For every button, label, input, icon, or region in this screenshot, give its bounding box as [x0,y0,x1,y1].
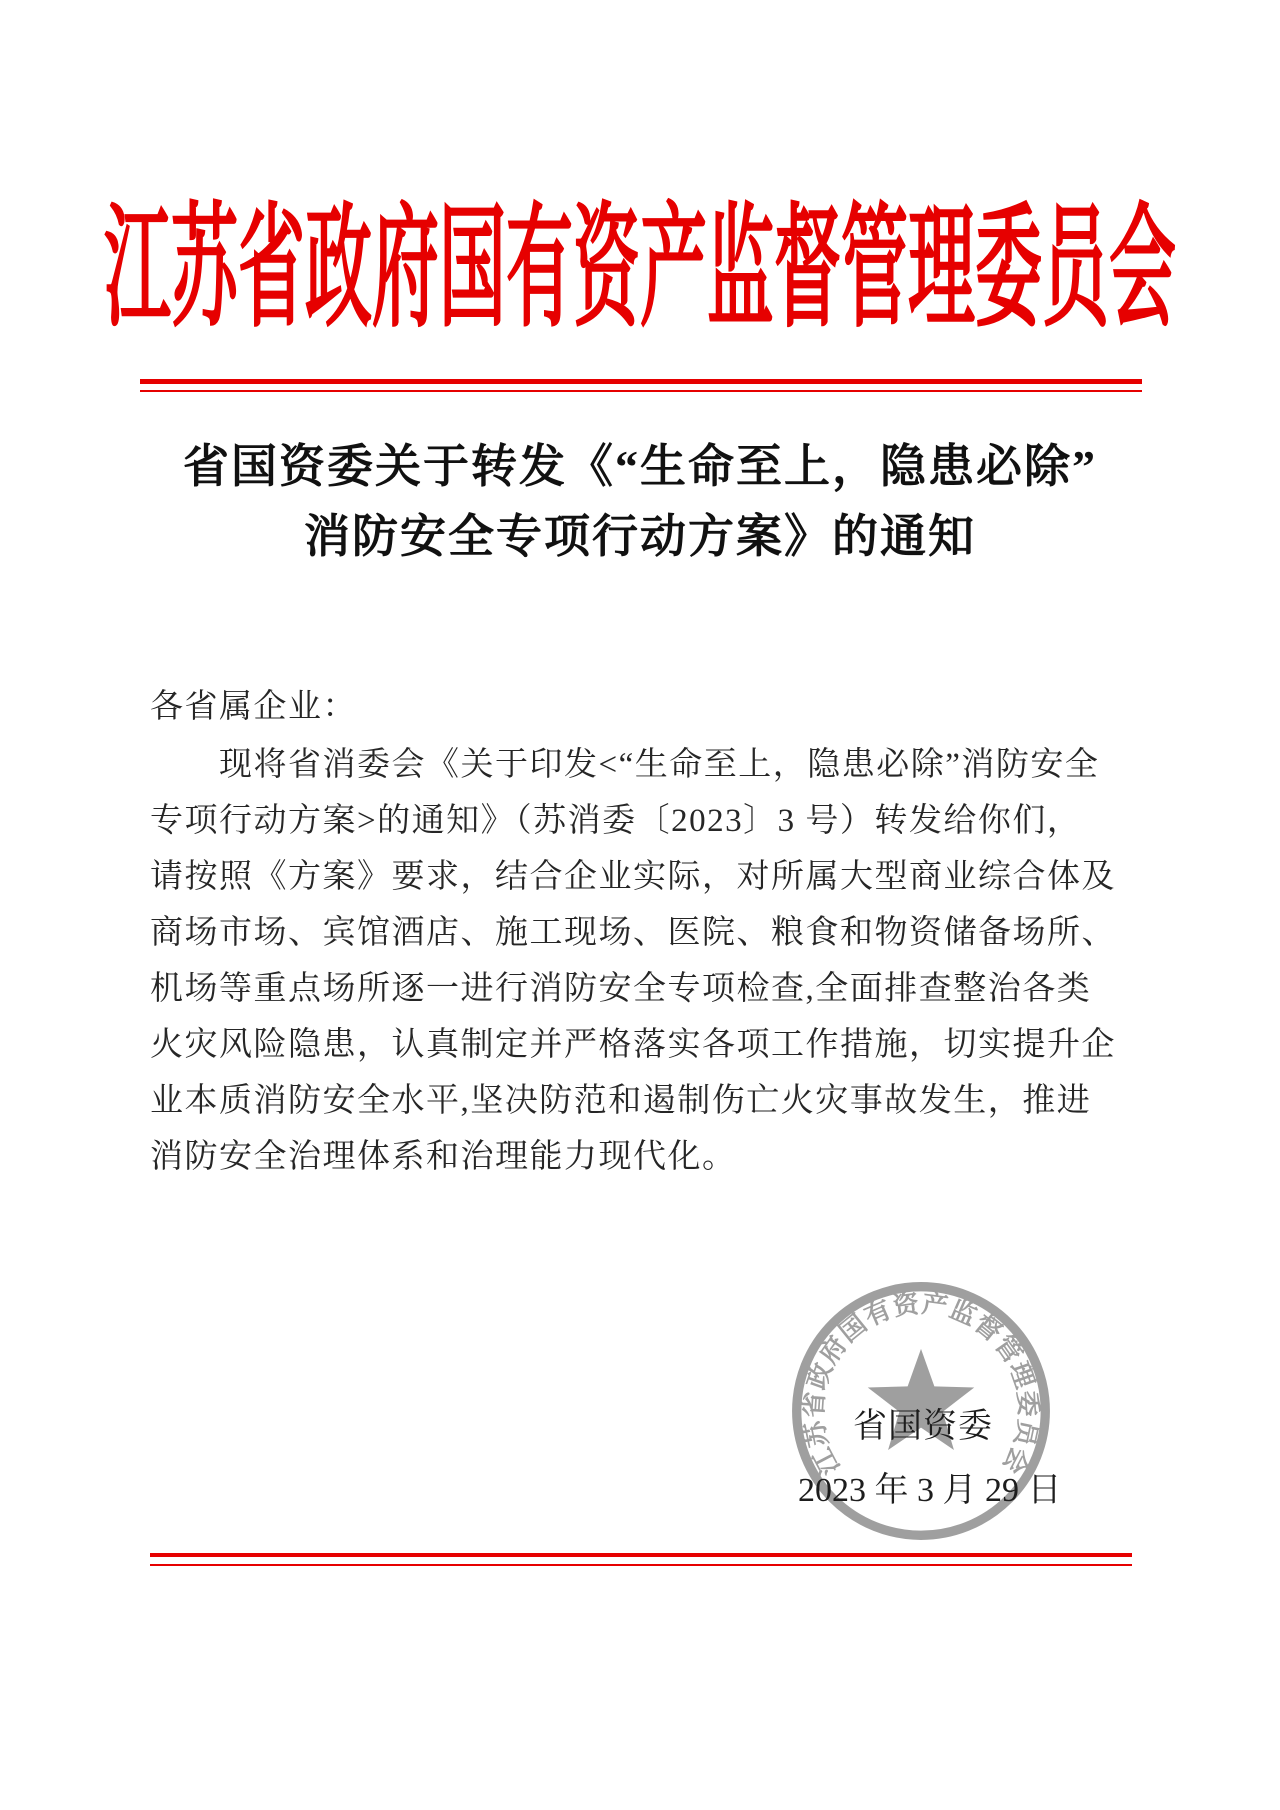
document-title-line2: 消防安全专项行动方案》的通知 [304,511,976,562]
paragraph-line: 机场等重点场所逐一进行消防安全专项检查,全面排查整治各类 [150,971,1092,1007]
document-title [0,432,1280,572]
signature-org: 省国资委 [853,1408,993,1445]
document-title-line1: 省国资委关于转发《“生命至上，隐患必除” [183,441,1097,492]
footer-rule-thin [150,1564,1132,1566]
paragraph-line: 火灾风险隐患，认真制定并严格落实各项工作措施，切实提升企 [150,1027,1116,1063]
paragraph-line: 消防安全治理体系和治理能力现代化。 [150,1139,737,1175]
header-rule-thin [140,390,1142,392]
body-paragraph [150,737,1116,1185]
signature-date: 2023 年 3 月 29 日 [798,1472,1062,1509]
paragraph-line: 请按照《方案》要求，结合企业实际，对所属大型商业综合体及 [150,859,1116,895]
paragraph-line: 业本质消防安全水平,坚决防范和遏制伤亡火灾事故发生，推进 [150,1083,1092,1119]
paragraph-line: 商场市场、宾馆酒店、施工现场、医院、粮食和物资储备场所、 [150,915,1116,951]
footer-rule-thick [150,1553,1132,1557]
seal-curved-text: 江苏省政府国有资产监督管理委员会 [798,1288,1044,1480]
header-rule-thick [140,379,1142,384]
paragraph-line: 现将省消委会《关于印发<“生命至上，隐患必除”消防安全 [150,747,1100,783]
salutation: 各省属企业： [150,689,357,725]
paragraph-line: 专项行动方案>的通知》（苏消委〔2023〕3 号）转发给你们， [150,803,1082,839]
letterhead-org-name: 江苏省政府国有资产监督管理委员会 [104,196,1176,344]
